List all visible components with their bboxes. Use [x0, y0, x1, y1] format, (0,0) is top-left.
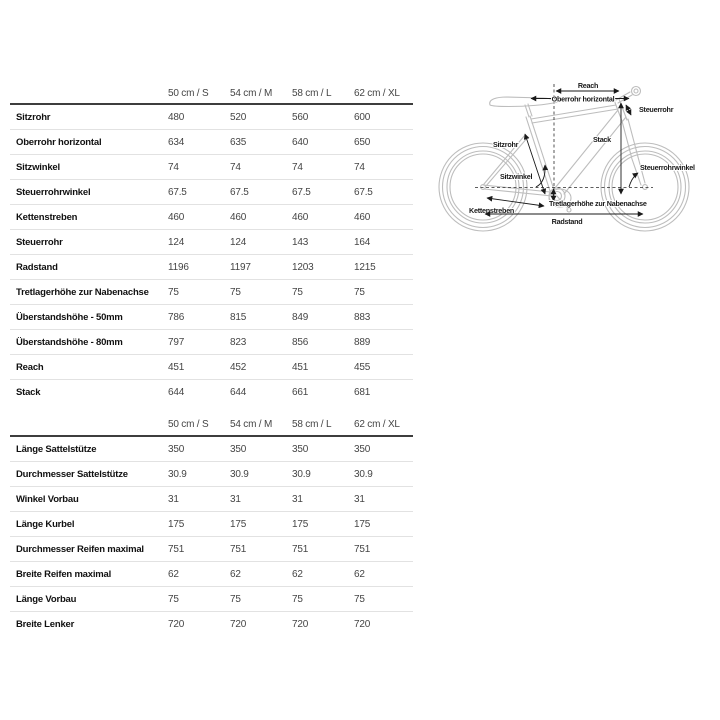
diagram-label-steuerrohr: Steuerrohr	[639, 105, 674, 114]
row-value: 451	[292, 361, 309, 373]
size-header-row	[10, 83, 413, 105]
row-value: 74	[230, 161, 241, 173]
row-label: Länge Kurbel	[16, 518, 75, 530]
row-value: 720	[168, 618, 185, 630]
row-value: 74	[168, 161, 179, 173]
row-value: 823	[230, 336, 247, 348]
headtube-angle-arc	[629, 173, 638, 187]
diagram-label-radstand: Radstand	[551, 217, 583, 226]
diagram-label-tretlagerhoehe: Tretlagerhöhe zur Nabenachse	[549, 199, 647, 208]
size-column-header: 58 cm / L	[292, 87, 332, 99]
diagram-label-reach: Reach	[577, 81, 599, 90]
row-value: 31	[230, 493, 241, 505]
row-value: 849	[292, 311, 309, 323]
row-value: 350	[354, 443, 371, 455]
row-value: 175	[354, 518, 371, 530]
row-value: 30.9	[168, 468, 187, 480]
table-row	[10, 155, 413, 180]
row-value: 175	[230, 518, 247, 530]
row-value: 67.5	[292, 186, 311, 198]
row-value: 452	[230, 361, 247, 373]
row-value: 815	[230, 311, 247, 323]
row-value: 75	[168, 286, 179, 298]
row-value: 124	[230, 236, 247, 248]
row-value: 30.9	[230, 468, 249, 480]
row-label: Steuerrohrwinkel	[16, 186, 91, 198]
row-label: Reach	[16, 361, 44, 373]
table-row	[10, 105, 413, 130]
table-row	[10, 355, 413, 380]
row-label: Breite Lenker	[16, 618, 75, 630]
diagram-label-steuerrohrwinkel: Steuerrohrwinkel	[640, 163, 695, 172]
row-value: 75	[230, 593, 241, 605]
row-label: Kettenstreben	[16, 211, 78, 223]
row-value: 460	[354, 211, 371, 223]
table-row	[10, 280, 413, 305]
table-row	[10, 380, 413, 404]
table-row	[10, 205, 413, 230]
row-value: 644	[168, 386, 185, 398]
row-value: 460	[230, 211, 247, 223]
row-value: 1215	[354, 261, 376, 273]
diagram-label-sitzrohr: Sitzrohr	[493, 140, 519, 149]
row-value: 640	[292, 136, 309, 148]
diagram-label-sitzwinkel: Sitzwinkel	[500, 172, 533, 181]
geometry-table	[10, 83, 413, 636]
row-value: 62	[168, 568, 179, 580]
table-row	[10, 255, 413, 280]
size-column-header: 54 cm / M	[230, 87, 273, 99]
row-value: 1197	[230, 261, 251, 273]
row-label: Überstandshöhe - 80mm	[16, 336, 123, 348]
row-value: 62	[292, 568, 303, 580]
rear-wheel	[439, 143, 527, 231]
table-row	[10, 537, 413, 562]
row-value: 30.9	[292, 468, 311, 480]
table-row	[10, 180, 413, 205]
front-wheel	[601, 143, 689, 231]
row-value: 75	[168, 593, 179, 605]
row-value: 451	[168, 361, 185, 373]
row-value: 600	[354, 111, 371, 123]
row-value: 751	[292, 543, 309, 555]
diagram-label-oberrohr-horizontal: Oberrohr horizontal	[551, 94, 615, 104]
row-value: 520	[230, 111, 247, 123]
row-value: 75	[230, 286, 241, 298]
size-header-row	[10, 404, 413, 437]
row-value: 175	[168, 518, 185, 530]
row-value: 644	[230, 386, 247, 398]
bike-geometry-diagram	[425, 55, 720, 300]
size-column-header: 58 cm / L	[292, 419, 332, 430]
row-value: 455	[354, 361, 371, 373]
row-label: Winkel Vorbau	[16, 493, 79, 505]
row-value: 75	[354, 593, 365, 605]
row-value: 67.5	[354, 186, 373, 198]
row-value: 797	[168, 336, 185, 348]
size-column-header: 62 cm / XL	[354, 419, 400, 430]
row-label: Länge Vorbau	[16, 593, 77, 605]
row-value: 67.5	[168, 186, 187, 198]
row-value: 31	[354, 493, 365, 505]
row-label: Durchmesser Sattelstütze	[16, 468, 128, 480]
size-column-header: 50 cm / S	[168, 87, 209, 99]
row-value: 883	[354, 311, 371, 323]
row-value: 62	[354, 568, 365, 580]
table-row	[10, 562, 413, 587]
diagram-label-kettenstreben: Kettenstreben	[469, 206, 515, 215]
row-value: 164	[354, 236, 371, 248]
row-value: 350	[292, 443, 309, 455]
headtube-arrow	[626, 105, 631, 115]
row-value: 751	[168, 543, 185, 555]
row-value: 31	[168, 493, 179, 505]
row-label: Steuerrohr	[16, 236, 63, 248]
table-row	[10, 612, 413, 636]
seat-angle-arc	[536, 165, 545, 187]
row-value: 856	[292, 336, 309, 348]
size-column-header: 62 cm / XL	[354, 87, 400, 99]
row-label: Stack	[16, 386, 41, 398]
row-label: Breite Reifen maximal	[16, 568, 112, 580]
row-value: 751	[230, 543, 247, 555]
row-value: 1203	[292, 261, 314, 273]
row-value: 350	[168, 443, 185, 455]
diagram-label-stack: Stack	[593, 135, 611, 144]
table-row	[10, 512, 413, 537]
row-value: 75	[354, 286, 365, 298]
row-label: Überstandshöhe - 50mm	[16, 311, 123, 323]
row-label: Sitzwinkel	[16, 161, 60, 173]
row-value: 31	[292, 493, 303, 505]
row-value: 1196	[168, 261, 189, 273]
table-row	[10, 487, 413, 512]
chainstay-arrow	[487, 198, 544, 206]
table-row	[10, 230, 413, 255]
row-value: 786	[168, 311, 185, 323]
row-value: 650	[354, 136, 371, 148]
row-value: 889	[354, 336, 371, 348]
table-row	[10, 305, 413, 330]
row-value: 635	[230, 136, 247, 148]
table-row	[10, 330, 413, 355]
row-value: 67.5	[230, 186, 249, 198]
row-value: 62	[230, 568, 241, 580]
row-value: 143	[292, 236, 309, 248]
table-row	[10, 587, 413, 612]
row-value: 75	[292, 286, 303, 298]
row-value: 74	[354, 161, 365, 173]
table-row	[10, 462, 413, 487]
row-value: 751	[354, 543, 371, 555]
size-column-header: 54 cm / M	[230, 419, 273, 430]
row-value: 661	[292, 386, 309, 398]
row-value: 720	[292, 618, 309, 630]
row-value: 634	[168, 136, 185, 148]
row-label: Sitzrohr	[16, 111, 51, 123]
row-value: 720	[354, 618, 371, 630]
row-value: 75	[292, 593, 303, 605]
row-value: 74	[292, 161, 303, 173]
row-label: Oberrohr horizontal	[16, 136, 102, 148]
row-value: 350	[230, 443, 247, 455]
row-label: Radstand	[16, 261, 58, 273]
row-label: Durchmesser Reifen maximal	[16, 543, 144, 555]
row-value: 460	[292, 211, 309, 223]
row-label: Länge Sattelstütze	[16, 443, 97, 455]
row-value: 720	[230, 618, 247, 630]
table-row	[10, 437, 413, 462]
row-label: Tretlagerhöhe zur Nabenachse	[16, 286, 149, 298]
row-value: 480	[168, 111, 185, 123]
row-value: 30.9	[354, 468, 373, 480]
row-value: 560	[292, 111, 309, 123]
table-row	[10, 130, 413, 155]
row-value: 460	[168, 211, 185, 223]
row-value: 124	[168, 236, 185, 248]
measurement-annotations	[469, 81, 695, 226]
size-column-header: 50 cm / S	[168, 419, 209, 430]
row-value: 681	[354, 386, 371, 398]
row-value: 175	[292, 518, 309, 530]
